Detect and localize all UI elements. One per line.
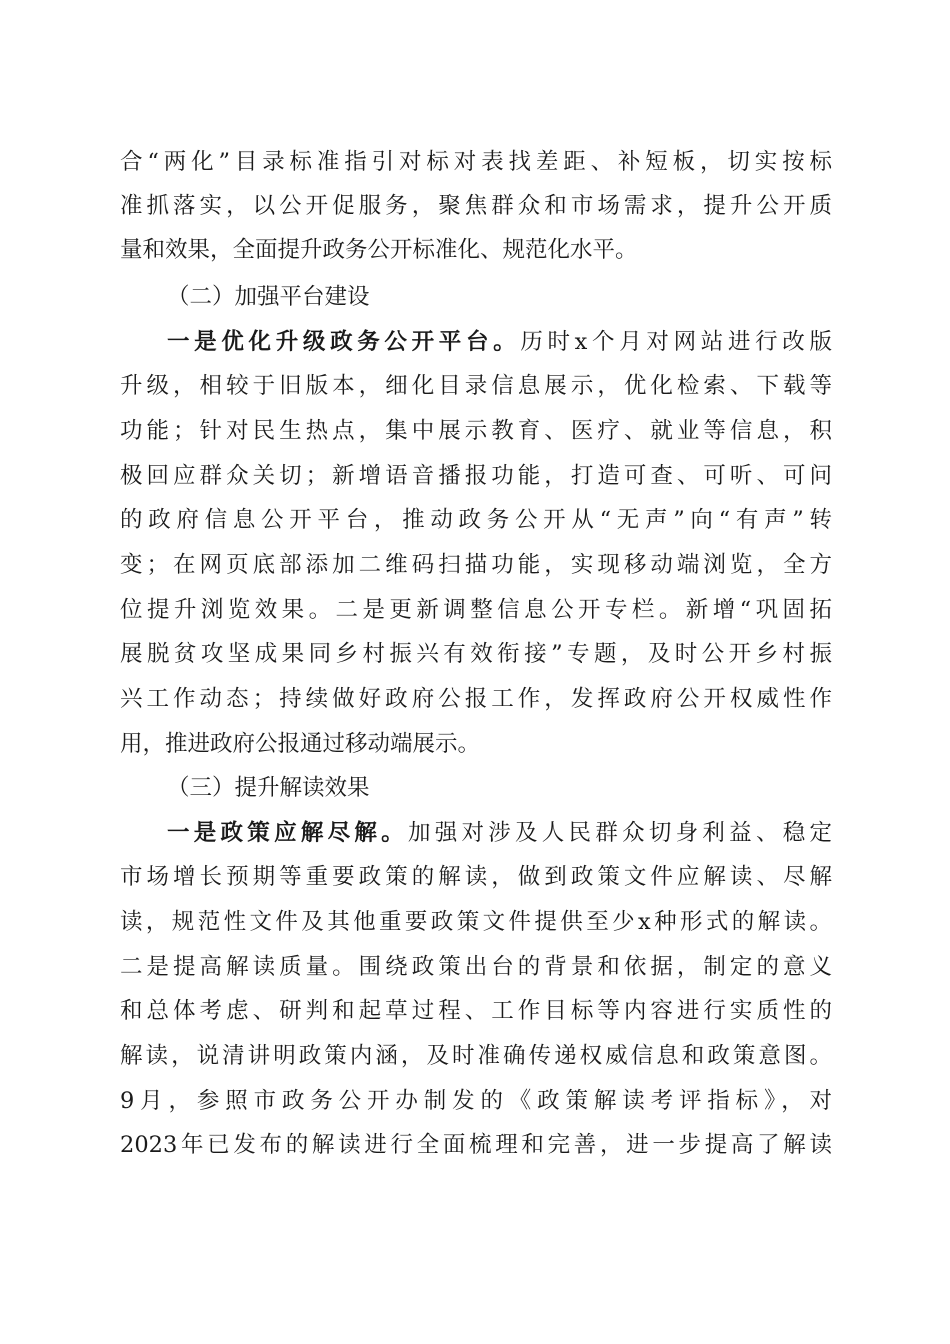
- paragraph-line: 升级，相较于旧版本，细化目录信息展示，优化检索、下载等: [120, 373, 832, 399]
- paragraph-line: 变；在网页底部添加二维码扫描功能，实现移动端浏览，全方: [120, 552, 832, 578]
- paragraph-line: 准抓落实，以公开促服务，聚焦群众和市场需求，提升公开质: [120, 193, 832, 219]
- paragraph-lead-line: [167, 813, 832, 853]
- paragraph-line: 和总体考虑、研判和起草过程、工作目标等内容进行实质性的: [120, 998, 832, 1024]
- section-heading-3: （三）提升解读效果: [167, 775, 370, 801]
- paragraph-line: 极回应群众关切；新增语音播报功能，打造可查、可听、可问: [120, 463, 832, 489]
- paragraph-line: 2023年已发布的解读进行全面梳理和完善，进一步提高了解读: [120, 1132, 832, 1158]
- section-heading-2: （二）加强平台建设: [167, 284, 370, 310]
- paragraph-line: 读，规范性文件及其他重要政策文件提供至少x种形式的解读。: [120, 909, 832, 935]
- paragraph-line: 功能；针对民生热点，集中展示教育、医疗、就业等信息，积: [120, 418, 832, 444]
- paragraph-line: 的政府信息公开平台，推动政务公开从“无声”向“有声”转: [120, 507, 832, 533]
- paragraph-line: 展脱贫攻坚成果同乡村振兴有效衔接”专题，及时公开乡村振: [120, 641, 832, 667]
- bold-lead-text: 一是优化升级政务公开平台。: [167, 329, 521, 355]
- paragraph-lead-line: [167, 322, 832, 362]
- paragraph-line: 合“两化”目录标准指引对标对表找差距、补短板，切实按标: [120, 149, 832, 175]
- paragraph-line: 市场增长预期等重要政策的解读，做到政策文件应解读、尽解: [120, 864, 832, 890]
- paragraph-line: 9月，参照市政务公开办制发的《政策解读考评指标》，对: [120, 1088, 832, 1114]
- paragraph-line: 用，推进政府公报通过移动端展示。: [120, 731, 481, 757]
- bold-lead-text: 一是政策应解尽解。: [167, 820, 408, 846]
- lead-text: 历时x个月对网站进行改版: [520, 329, 832, 355]
- paragraph-line: 位提升浏览效果。二是更新调整信息公开专栏。新增“巩固拓: [120, 597, 832, 623]
- paragraph-line: 量和效果，全面提升政务公开标准化、规范化水平。: [120, 237, 638, 263]
- paragraph-line: 二是提高解读质量。围绕政策出台的背景和依据，制定的意义: [120, 954, 832, 980]
- paragraph-line: 解读，说清讲明政策内涵，及时准确传递权威信息和政策意图。: [120, 1043, 832, 1069]
- paragraph-line: 兴工作动态；持续做好政府公报工作，发挥政府公开权威性作: [120, 686, 832, 712]
- lead-text: 加强对涉及人民群众切身利益、稳定: [407, 820, 832, 846]
